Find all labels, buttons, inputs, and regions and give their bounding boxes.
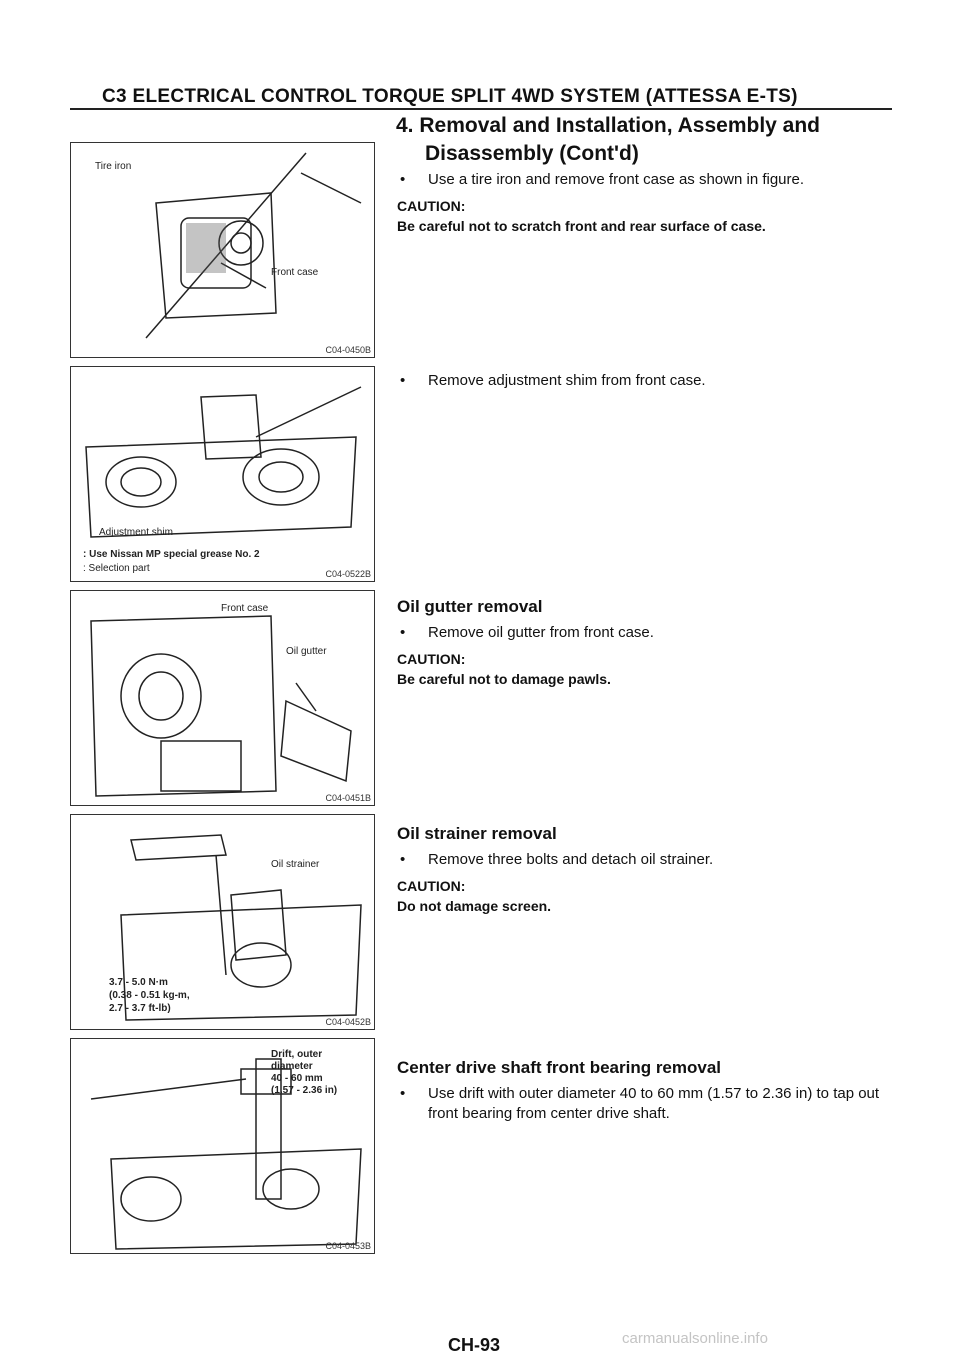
step-4-heading: Oil strainer removal <box>397 824 557 843</box>
figure-label: : Use Nissan MP special grease No. 2 <box>83 549 260 560</box>
figure-label: (0.38 - 0.51 kg-m, <box>109 990 190 1001</box>
page-number: CH-93 <box>448 1335 501 1355</box>
step-4-bullet: • Remove three bolts and detach oil strainer. <box>397 850 907 870</box>
figure-drift <box>70 1038 375 1254</box>
figure-illustration <box>71 591 374 805</box>
figure-illustration <box>71 143 374 357</box>
figure-label: 3.7 - 5.0 N·m <box>109 977 168 988</box>
figure-label: Front case <box>271 267 319 278</box>
figure-label: Adjustment shim <box>99 527 173 538</box>
figure-tire-iron <box>70 142 375 358</box>
section-title-line2: Disassembly (Cont'd) <box>425 142 639 165</box>
figure-code: C04-0450B <box>325 345 371 355</box>
figure-label: : Selection part <box>83 563 150 574</box>
step-2 <box>397 371 907 391</box>
figure-code: C04-0451B <box>325 793 371 803</box>
section-title <box>396 112 916 168</box>
figure-code: C04-0452B <box>325 1017 371 1027</box>
step-2-bullet: • Remove adjustment shim from front case. <box>397 371 907 391</box>
figure-label: (1.57 - 2.36 in) <box>271 1085 338 1096</box>
figure-adjustment-shim <box>70 366 375 582</box>
watermark: carmanualsonline.info <box>622 1330 768 1347</box>
figure-label: 2.7 - 3.7 ft-lb) <box>109 1003 171 1014</box>
figure-oil-strainer <box>70 814 375 1030</box>
step-3 <box>397 597 907 689</box>
figure-code: C04-0522B <box>325 569 371 579</box>
header-title: C3 ELECTRICAL CONTROL TORQUE SPLIT 4WD SYSTEM (ATTESSA E-TS) <box>102 86 798 107</box>
step-5-heading: Center drive shaft front bearing removal <box>397 1058 722 1077</box>
step-1-bullet: • Use a tire iron and remove front case as shown in figure. <box>397 170 907 190</box>
figure-oil-gutter <box>70 590 375 806</box>
caution-label: CAUTION: <box>397 651 466 667</box>
figure-illustration <box>71 1039 374 1253</box>
figure-label: Oil strainer <box>271 859 320 870</box>
figure-label: Drift, outer <box>271 1049 323 1060</box>
step-5-bullet: • Use drift with outer diameter 40 to 60 mm (1.57 to 2.36 in) to tap out front bearing from center drive shaft. <box>397 1084 907 1124</box>
figure-label: Front case <box>221 603 269 614</box>
caution-text: Be careful not to scratch front and rear surface of case. <box>397 218 766 234</box>
step-1 <box>397 170 907 236</box>
section-title-line1: 4. Removal and Installation, Assembly and <box>396 114 821 137</box>
caution-label: CAUTION: <box>397 878 466 894</box>
page-header <box>70 86 892 110</box>
caution-text: Do not damage screen. <box>397 898 552 914</box>
figure-code: C04-0453B <box>325 1241 371 1251</box>
figure-label: 40 - 60 mm <box>271 1073 323 1084</box>
figure-label: Tire iron <box>95 161 132 172</box>
figure-label: Oil gutter <box>286 646 327 657</box>
caution-label: CAUTION: <box>397 198 466 214</box>
caution-text: Be careful not to damage pawls. <box>397 671 611 687</box>
figure-label: diameter <box>271 1061 313 1072</box>
step-4 <box>397 824 907 916</box>
step-3-heading: Oil gutter removal <box>397 597 543 616</box>
step-5 <box>397 1058 907 1124</box>
step-3-bullet: • Remove oil gutter from front case. <box>397 623 907 643</box>
